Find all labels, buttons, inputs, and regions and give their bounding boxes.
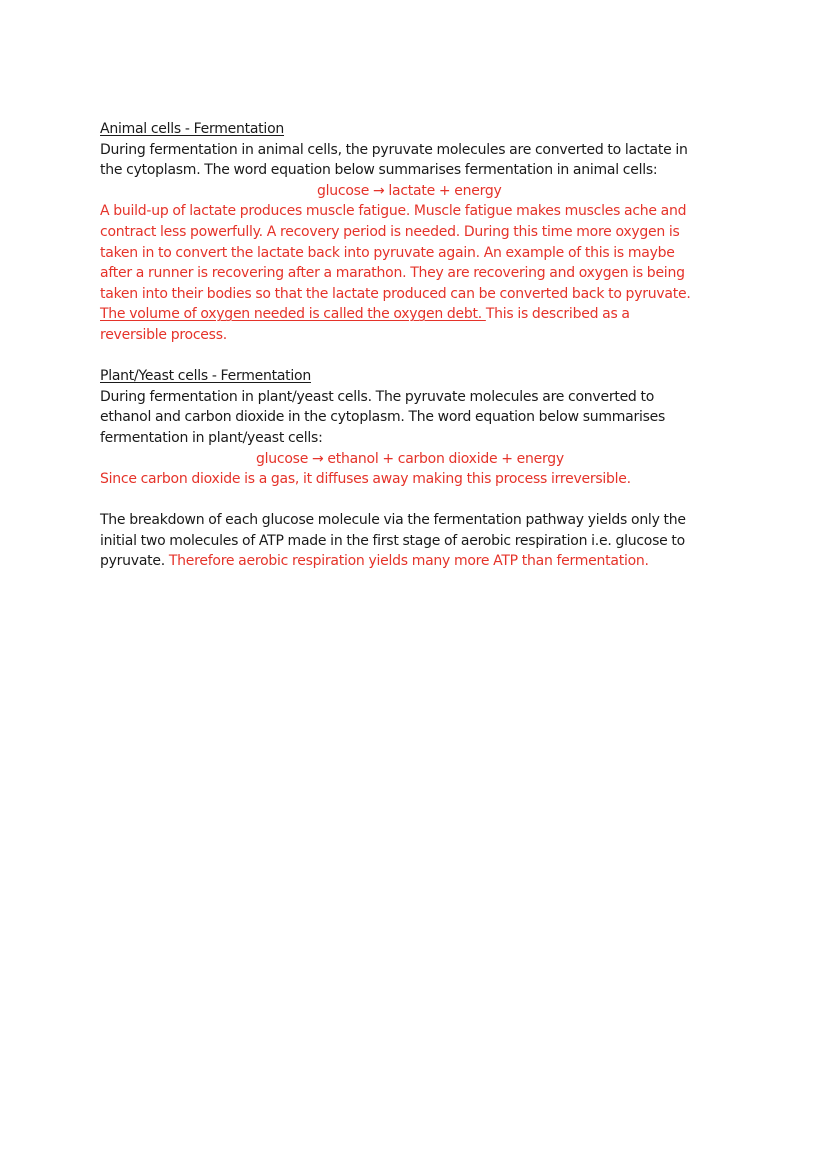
animal-cells-heading: Animal cells - Fermentation [100,121,285,137]
animal-note-line-5: taken into their bodies so that the lactate produced can be converted back to pyruvate. [100,285,691,302]
atp-summary-section [100,510,728,572]
summary-last-red: Therefore aerobic respiration yields many more ATP than fermentation. [168,553,649,570]
animal-intro-line-2: the cytoplasm. The word equation below summarises fermentation in animal cells: [100,162,658,179]
document-page [100,119,728,572]
animal-intro-line-1: During fermentation in animal cells, the pyruvate molecules are converted to lactate in [100,141,688,158]
animal-note-line-2: contract less powerfully. A recovery period is needed. During this time more oxygen is [100,223,680,240]
animal-word-equation: glucose → lactate + energy [317,182,502,199]
plant-intro-line-3: fermentation in plant/yeast cells: [100,429,323,446]
section-spacer [100,346,728,367]
oxygen-debt-rest: This is described as a [485,306,630,323]
summary-last-black: pyruvate. [100,553,169,570]
plant-yeast-heading: Plant/Yeast cells - Fermentation [100,368,311,385]
reversible-process-line: reversible process. [100,326,227,343]
plant-yeast-cells-section [100,366,728,490]
animal-cells-section [100,119,728,346]
summary-line-2: initial two molecules of ATP made in the first stage of aerobic respiration i.e. glucose to [100,532,685,549]
animal-note-line-1: A build-up of lactate produces muscle fatigue. Muscle fatigue makes muscles ache and [100,203,687,220]
plant-word-equation: glucose → ethanol + carbon dioxide + energy [256,450,564,467]
oxygen-debt-line [100,304,728,325]
animal-note-line-3: taken in to convert the lactate back into pyruvate again. An example of this is maybe [100,244,675,261]
plant-note-line: Since carbon dioxide is a gas, it diffuses away making this process irreversible. [100,471,631,488]
summary-line-3 [100,551,728,572]
plant-intro-line-2: ethanol and carbon dioxide in the cytoplasm. The word equation below summarises [100,409,666,426]
summary-line-1: The breakdown of each glucose molecule via the fermentation pathway yields only the [100,512,686,529]
oxygen-debt-underlined: The volume of oxygen needed is called the oxygen debt. [100,306,486,323]
plant-intro-line-1: During fermentation in plant/yeast cells. The pyruvate molecules are converted to [100,388,655,405]
section-spacer [100,490,728,511]
animal-note-line-4: after a runner is recovering after a marathon. They are recovering and oxygen is being [100,265,685,282]
